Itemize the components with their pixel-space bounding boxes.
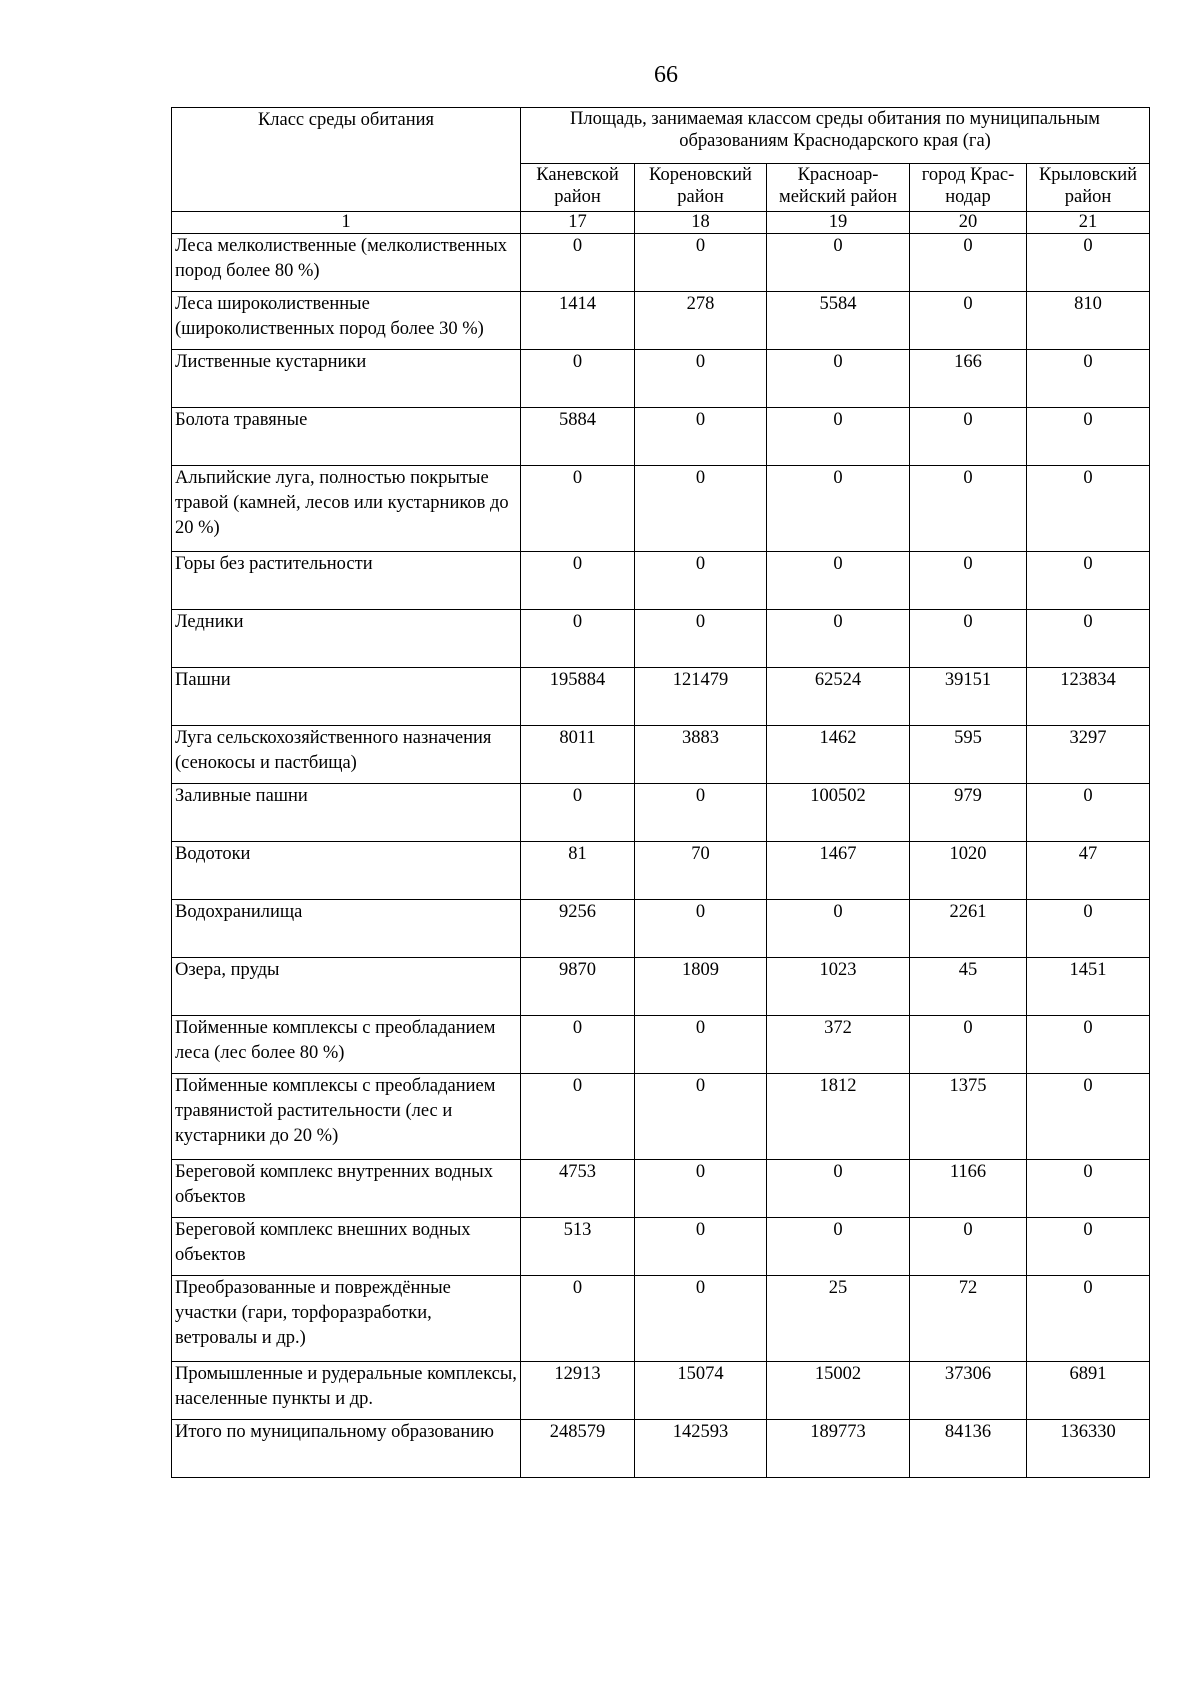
area-value: 0 (910, 610, 1027, 668)
table-row (172, 350, 1150, 408)
class-header: Класс среды обитания (172, 108, 521, 212)
area-value: 6891 (1027, 1362, 1150, 1420)
area-value: 0 (1027, 408, 1150, 466)
area-value: 0 (521, 1016, 635, 1074)
habitat-class-name: Береговой комплекс внешних водных объектов (172, 1218, 521, 1276)
area-value: 1023 (767, 958, 910, 1016)
area-value: 45 (910, 958, 1027, 1016)
area-value: 0 (521, 466, 635, 552)
habitat-class-name: Леса мелколиственные (мелколиственных пород более 80 %) (172, 234, 521, 292)
table-row (172, 1016, 1150, 1074)
area-value: 0 (767, 610, 910, 668)
table-row (172, 552, 1150, 610)
habitat-class-name: Пашни (172, 668, 521, 726)
area-value: 0 (1027, 784, 1150, 842)
area-value: 0 (1027, 610, 1150, 668)
column-number: 20 (910, 212, 1027, 234)
area-value: 0 (521, 610, 635, 668)
area-value: 0 (767, 408, 910, 466)
area-value: 0 (910, 552, 1027, 610)
table-row (172, 726, 1150, 784)
table-row (172, 1218, 1150, 1276)
area-value: 3883 (635, 726, 767, 784)
area-value: 979 (910, 784, 1027, 842)
area-value: 5584 (767, 292, 910, 350)
habitat-class-name: Водохранилища (172, 900, 521, 958)
habitat-class-name: Ледники (172, 610, 521, 668)
area-value: 0 (910, 1016, 1027, 1074)
area-value: 0 (910, 466, 1027, 552)
table-body (172, 234, 1150, 1478)
area-value: 1451 (1027, 958, 1150, 1016)
area-value: 0 (767, 350, 910, 408)
area-value: 0 (1027, 900, 1150, 958)
area-value: 0 (767, 552, 910, 610)
area-value: 166 (910, 350, 1027, 408)
area-value: 0 (635, 552, 767, 610)
area-value: 1020 (910, 842, 1027, 900)
area-value: 0 (767, 466, 910, 552)
habitat-class-name: Преобразованные и повреждённые участки (гари, торфоразработки, ветровалы и др.) (172, 1276, 521, 1362)
area-value: 372 (767, 1016, 910, 1074)
area-value: 4753 (521, 1160, 635, 1218)
habitat-class-name: Итого по муниципальному образованию (172, 1420, 521, 1478)
area-value: 0 (1027, 1074, 1150, 1160)
table-row (172, 1362, 1150, 1420)
table-row (172, 842, 1150, 900)
area-value: 0 (635, 610, 767, 668)
area-value: 0 (635, 350, 767, 408)
area-value: 81 (521, 842, 635, 900)
area-value: 0 (635, 1218, 767, 1276)
area-value: 0 (1027, 552, 1150, 610)
area-value: 121479 (635, 668, 767, 726)
area-value: 1375 (910, 1074, 1027, 1160)
area-value: 9870 (521, 958, 635, 1016)
habitat-class-name: Пойменные комплексы с преобладанием леса (лес более 80 %) (172, 1016, 521, 1074)
area-header: Площадь, занимаемая классом среды обитания по муниципальным образованиям Краснодарского края (га) (521, 108, 1150, 164)
habitat-class-name: Пойменные комплексы с преобладанием травянистой растительности (лес и кустарники до 20 %) (172, 1074, 521, 1160)
column-number: 21 (1027, 212, 1150, 234)
area-value: 0 (767, 234, 910, 292)
habitat-class-name: Промышленные и рудеральные комплексы, населенные пункты и др. (172, 1362, 521, 1420)
area-value: 1414 (521, 292, 635, 350)
habitat-area-table (171, 107, 1150, 1478)
district-header: Кореновский район (635, 164, 767, 212)
area-value: 595 (910, 726, 1027, 784)
area-value: 0 (910, 1218, 1027, 1276)
area-value: 0 (521, 784, 635, 842)
area-value: 1467 (767, 842, 910, 900)
area-value: 0 (521, 1276, 635, 1362)
area-value: 0 (767, 900, 910, 958)
area-value: 0 (910, 234, 1027, 292)
area-value: 0 (635, 466, 767, 552)
column-number: 19 (767, 212, 910, 234)
area-value: 3297 (1027, 726, 1150, 784)
area-value: 0 (521, 1074, 635, 1160)
area-value: 37306 (910, 1362, 1027, 1420)
area-value: 25 (767, 1276, 910, 1362)
area-value: 810 (1027, 292, 1150, 350)
habitat-class-name: Лиственные кустарники (172, 350, 521, 408)
habitat-class-name: Луга сельскохозяйственного назначения (сенокосы и пастбища) (172, 726, 521, 784)
area-value: 1812 (767, 1074, 910, 1160)
table-row (172, 668, 1150, 726)
area-value: 0 (1027, 234, 1150, 292)
habitat-class-name: Водотоки (172, 842, 521, 900)
area-value: 123834 (1027, 668, 1150, 726)
area-value: 0 (1027, 466, 1150, 552)
area-value: 70 (635, 842, 767, 900)
district-header: Красноар-мейский район (767, 164, 910, 212)
habitat-class-name: Леса широколиственные (широколиственных пород более 30 %) (172, 292, 521, 350)
area-value: 0 (635, 900, 767, 958)
area-value: 5884 (521, 408, 635, 466)
table-row (172, 784, 1150, 842)
area-value: 1166 (910, 1160, 1027, 1218)
habitat-class-name: Горы без растительности (172, 552, 521, 610)
area-value: 136330 (1027, 1420, 1150, 1478)
area-value: 0 (1027, 350, 1150, 408)
area-value: 0 (635, 234, 767, 292)
area-value: 0 (1027, 1276, 1150, 1362)
area-value: 278 (635, 292, 767, 350)
area-value: 62524 (767, 668, 910, 726)
column-number: 1 (172, 212, 521, 234)
area-value: 1809 (635, 958, 767, 1016)
district-header: Крыловский район (1027, 164, 1150, 212)
area-value: 0 (521, 234, 635, 292)
column-number: 17 (521, 212, 635, 234)
table-row (172, 1074, 1150, 1160)
area-value: 72 (910, 1276, 1027, 1362)
area-value: 2261 (910, 900, 1027, 958)
area-value: 0 (521, 350, 635, 408)
column-number: 18 (635, 212, 767, 234)
area-value: 0 (635, 1074, 767, 1160)
area-value: 0 (635, 408, 767, 466)
area-value: 12913 (521, 1362, 635, 1420)
district-header: город Крас-нодар (910, 164, 1027, 212)
area-value: 513 (521, 1218, 635, 1276)
table-row (172, 1420, 1150, 1478)
table-row (172, 408, 1150, 466)
area-value: 47 (1027, 842, 1150, 900)
habitat-class-name: Альпийские луга, полностью покрытые травой (камней, лесов или кустарников до 20 %) (172, 466, 521, 552)
area-value: 0 (910, 292, 1027, 350)
district-header: Каневской район (521, 164, 635, 212)
area-value: 189773 (767, 1420, 910, 1478)
habitat-class-name: Заливные пашни (172, 784, 521, 842)
area-value: 0 (635, 1160, 767, 1218)
area-value: 0 (521, 552, 635, 610)
habitat-class-name: Береговой комплекс внутренних водных объектов (172, 1160, 521, 1218)
habitat-class-name: Озера, пруды (172, 958, 521, 1016)
page-number-text: 66 (654, 62, 678, 88)
area-value: 248579 (521, 1420, 635, 1478)
area-value: 39151 (910, 668, 1027, 726)
area-value: 100502 (767, 784, 910, 842)
area-value: 0 (635, 1276, 767, 1362)
area-value: 15002 (767, 1362, 910, 1420)
table-row (172, 900, 1150, 958)
table-row (172, 958, 1150, 1016)
area-value: 142593 (635, 1420, 767, 1478)
table-row (172, 466, 1150, 552)
area-value: 1462 (767, 726, 910, 784)
area-value: 195884 (521, 668, 635, 726)
area-value: 8011 (521, 726, 635, 784)
table-row (172, 292, 1150, 350)
table-row (172, 234, 1150, 292)
area-value: 0 (635, 1016, 767, 1074)
area-value: 0 (767, 1218, 910, 1276)
area-value: 0 (1027, 1218, 1150, 1276)
area-value: 0 (910, 408, 1027, 466)
habitat-class-name: Болота травяные (172, 408, 521, 466)
area-value: 0 (1027, 1160, 1150, 1218)
area-value: 0 (635, 784, 767, 842)
area-value: 9256 (521, 900, 635, 958)
table-row (172, 610, 1150, 668)
table-row (172, 1160, 1150, 1218)
area-value: 15074 (635, 1362, 767, 1420)
table-row (172, 1276, 1150, 1362)
area-value: 84136 (910, 1420, 1027, 1478)
area-value: 0 (1027, 1016, 1150, 1074)
area-value: 0 (767, 1160, 910, 1218)
